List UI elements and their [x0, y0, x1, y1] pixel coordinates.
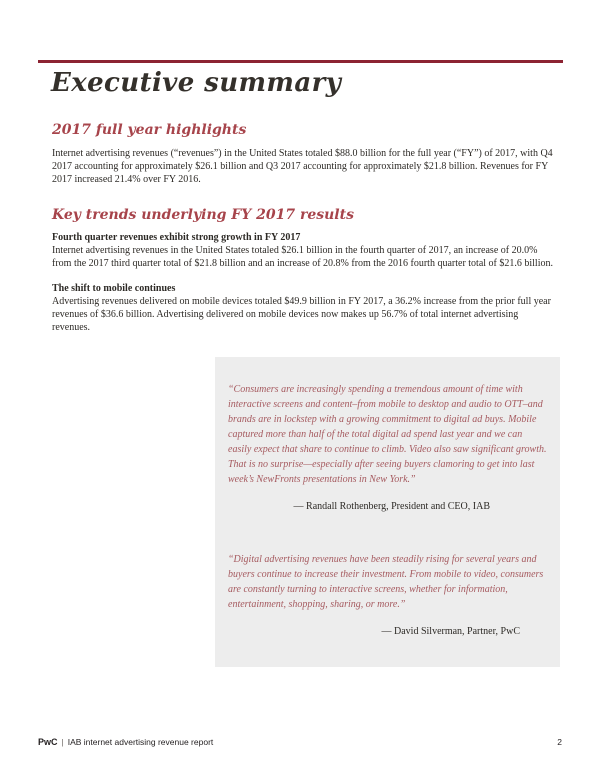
sub-heading-fourth-quarter: Fourth quarter revenues exhibit strong growth in FY 2017 — [52, 232, 301, 243]
main-content — [52, 122, 558, 347]
page-title: Executive summary — [51, 68, 342, 98]
mobile-shift-paragraph: Advertising revenues delivered on mobile devices totaled $49.9 billion in FY 2017, a 36.2% increase from the prior full year revenues of $36.6 billion. Advertising delivered on mobile devices now makes up 56.7% of total internet advertising revenues. — [52, 296, 551, 333]
quote-silverman: “Digital advertising revenues have been steadily rising for several years and buyers continue to increase their investment. From mobile to video, consumers are constantly turning to interactive screens, whether for information, entertainment, shopping, sharing, or more.” — [228, 554, 544, 610]
title-rule — [38, 60, 563, 63]
fourth-quarter-paragraph: Internet advertising revenues in the United States totaled $26.1 billion in the fourth quarter of 2017, an increase of 20.0% from the 2017 third quarter total of $21.8 billion and an increase of 20.8% from the 2016 fourth quarter total of $21.6 billion. — [52, 245, 553, 269]
footer-report-title: IAB internet advertising revenue report — [67, 737, 214, 747]
footer-separator: | — [61, 737, 64, 747]
sub-heading-mobile-shift: The shift to mobile continues — [52, 283, 176, 294]
quote-attribution-silverman: — David Silverman, Partner, PwC — [381, 626, 520, 637]
section-heading-highlights: 2017 full year highlights — [52, 122, 247, 138]
footer-brand: PwC — [38, 737, 58, 747]
quote-attribution-rothenberg: — Randall Rothenberg, President and CEO, IAB — [293, 501, 490, 512]
section-heading-key-trends: Key trends underlying FY 2017 results — [52, 207, 354, 223]
footer-page-number: 2 — [557, 737, 562, 747]
quote-rothenberg: “Consumers are increasingly spending a tremendous amount of time with interactive screens and content–from mobile to desktop and audio to OTT–and brands are in lockstep with a growing commitment to digital ad buys. Mobile captured more than half of the total digital ad spend last year and we can easily expect that share to continue to climb. Video also saw significant growth. That is no surprise—especially after seeing buyers clamoring to get into last week’s NewFronts presentations in New York.” — [228, 384, 547, 485]
highlights-paragraph: Internet advertising revenues (“revenues”) in the United States totaled $88.0 billion for the full year (“FY”) of 2017, with Q4 2017 accounting for approximately $26.1 billion and Q3 2017 accounting for approximately $21.8 billion. Revenues for FY 2017 increased 21.4% over FY 2016. — [52, 148, 553, 185]
quote-panel — [215, 357, 560, 667]
page-footer — [38, 737, 562, 747]
